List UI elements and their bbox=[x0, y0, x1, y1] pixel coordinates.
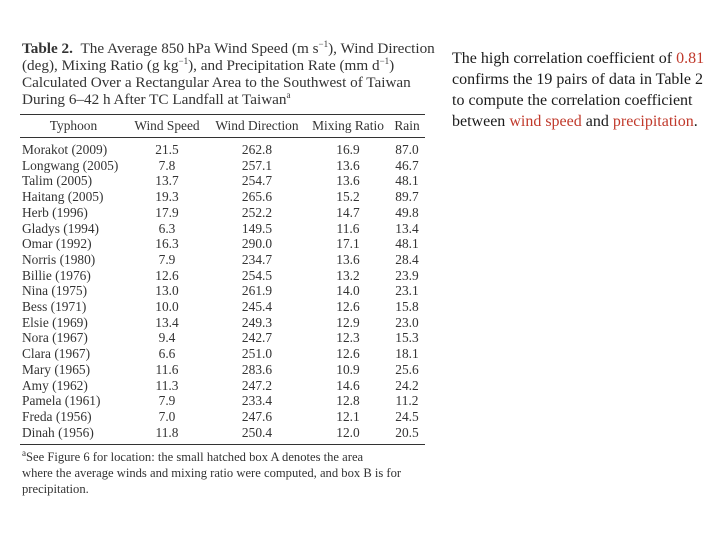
table-row bbox=[20, 236, 425, 252]
typhoon-name-cell: Longwang (2005) bbox=[22, 157, 119, 173]
value-cell: 46.7 bbox=[395, 157, 419, 173]
value-cell: 49.8 bbox=[395, 204, 419, 220]
value-cell: 13.0 bbox=[155, 283, 179, 299]
caption-line-3: Calculated Over a Rectangular Area to the Southwest of Taiwan bbox=[22, 74, 411, 91]
typhoon-name-cell: Billie (1976) bbox=[22, 267, 91, 283]
value-cell: 18.1 bbox=[395, 346, 419, 362]
value-cell: 249.3 bbox=[241, 314, 273, 330]
value-cell: 262.8 bbox=[241, 142, 273, 157]
value-cell: 10.9 bbox=[336, 361, 360, 377]
value-cell: 9.4 bbox=[158, 330, 176, 346]
value-cell: 233.4 bbox=[241, 393, 273, 409]
value-cell: 14.0 bbox=[336, 283, 360, 299]
typhoon-table bbox=[20, 114, 425, 445]
table-row bbox=[20, 221, 425, 237]
table-row bbox=[20, 362, 425, 378]
column-header: Wind Speed bbox=[127, 115, 207, 138]
table-row bbox=[20, 425, 425, 445]
table-row bbox=[20, 158, 425, 174]
value-cell: 20.5 bbox=[389, 425, 425, 445]
value-cell: 23.9 bbox=[395, 267, 419, 283]
data-table-block bbox=[20, 38, 435, 497]
value-cell: 234.7 bbox=[241, 251, 273, 267]
typhoon-name-cell: Nina (1975) bbox=[22, 283, 88, 299]
value-cell: 24.2 bbox=[395, 377, 419, 393]
column-header: Wind Direction bbox=[207, 115, 307, 138]
table-row bbox=[20, 330, 425, 346]
value-cell: 13.7 bbox=[155, 173, 179, 189]
value-cell: 254.7 bbox=[241, 173, 273, 189]
value-cell: 13.2 bbox=[336, 267, 360, 283]
value-cell: 19.3 bbox=[155, 189, 179, 205]
value-cell: 242.7 bbox=[241, 330, 273, 346]
typhoon-name-cell: Morakot (2009) bbox=[22, 142, 108, 157]
value-cell: 11.8 bbox=[127, 425, 207, 445]
value-cell: 21.5 bbox=[155, 142, 179, 157]
table-row bbox=[20, 346, 425, 362]
value-cell: 12.6 bbox=[155, 267, 179, 283]
caption-label: Table 2. bbox=[22, 40, 73, 57]
value-cell: 257.1 bbox=[241, 157, 273, 173]
typhoon-name-cell: Nora (1967) bbox=[22, 330, 88, 346]
table-row bbox=[20, 252, 425, 268]
value-cell: 17.1 bbox=[336, 236, 360, 252]
footnote-mark: a bbox=[22, 448, 26, 459]
typhoon-name-cell: Freda (1956) bbox=[22, 408, 92, 424]
table-row bbox=[20, 409, 425, 425]
value-cell: 17.9 bbox=[155, 204, 179, 220]
value-cell: 7.0 bbox=[158, 408, 176, 424]
value-cell: 11.3 bbox=[155, 377, 179, 393]
table-row bbox=[20, 283, 425, 299]
table-body bbox=[20, 138, 425, 445]
value-cell: 24.5 bbox=[395, 408, 419, 424]
value-cell: 13.4 bbox=[395, 220, 419, 236]
table-row bbox=[20, 299, 425, 315]
caption-line-4: During 6–42 h After TC Landfall at Taiwan$^a$ bbox=[22, 89, 291, 108]
table-row bbox=[20, 378, 425, 394]
value-cell: 87.0 bbox=[395, 142, 419, 157]
value-cell: 247.6 bbox=[241, 408, 273, 424]
typhoon-name-cell: Omar (1992) bbox=[22, 236, 92, 252]
value-cell: 48.1 bbox=[395, 173, 419, 189]
explanation-paragraph: The high correlation coefficient of 0.81 confirms the 19 pairs of data in Table 2 to compute the correlation coefficient between wind speed and precipitation. bbox=[452, 50, 705, 130]
table-header-row bbox=[20, 115, 425, 138]
table-row bbox=[20, 138, 425, 158]
correlation-coefficient: 0.81 bbox=[676, 50, 705, 67]
typhoon-name-cell: Amy (1962) bbox=[22, 377, 88, 393]
value-cell: 250.4 bbox=[207, 425, 307, 445]
value-cell: 7.9 bbox=[158, 393, 176, 409]
table-footnote: $^a$See Figure 6 for location: the small hatched box A denotes the area where the average winds and mixing ratio were computed, and box B is for precipitation. bbox=[22, 448, 402, 497]
typhoon-name-cell: Dinah (1956) bbox=[20, 425, 127, 445]
typhoon-name-cell: Herb (1996) bbox=[22, 204, 88, 220]
value-cell: 15.8 bbox=[395, 299, 419, 315]
value-cell: 13.6 bbox=[336, 157, 360, 173]
value-cell: 290.0 bbox=[241, 236, 273, 252]
value-cell: 7.9 bbox=[158, 251, 176, 267]
value-cell: 14.6 bbox=[336, 377, 360, 393]
value-cell: 12.3 bbox=[336, 330, 360, 346]
value-cell: 12.1 bbox=[336, 408, 360, 424]
value-cell: 16.9 bbox=[336, 142, 360, 157]
column-header: Mixing Ratio bbox=[307, 115, 389, 138]
table-row bbox=[20, 268, 425, 284]
value-cell: 7.8 bbox=[158, 157, 176, 173]
value-cell: 13.6 bbox=[336, 173, 360, 189]
value-cell: 149.5 bbox=[241, 220, 273, 236]
table-caption bbox=[22, 38, 435, 108]
term-wind-speed: wind speed bbox=[509, 113, 582, 130]
value-cell: 11.6 bbox=[155, 361, 179, 377]
table-row bbox=[20, 173, 425, 189]
value-cell: 14.7 bbox=[336, 204, 360, 220]
value-cell: 89.7 bbox=[395, 189, 419, 205]
value-cell: 12.9 bbox=[336, 314, 360, 330]
value-cell: 25.6 bbox=[395, 361, 419, 377]
value-cell: 16.3 bbox=[155, 236, 179, 252]
term-precipitation: precipitation bbox=[612, 113, 694, 130]
value-cell: 15.2 bbox=[336, 189, 360, 205]
value-cell: 6.3 bbox=[158, 220, 176, 236]
column-header: Typhoon bbox=[20, 115, 127, 138]
typhoon-name-cell: Pamela (1961) bbox=[22, 393, 101, 409]
value-cell: 23.0 bbox=[395, 314, 419, 330]
typhoon-name-cell: Gladys (1994) bbox=[22, 220, 99, 236]
caption-line-2: (deg), Mixing Ratio (g $kg^{-1}$), and Precipitation Rate (mm $d^{-1}$) bbox=[22, 55, 395, 74]
value-cell: 265.6 bbox=[241, 189, 273, 205]
value-cell: 6.6 bbox=[158, 346, 176, 362]
value-cell: 15.3 bbox=[395, 330, 419, 346]
typhoon-name-cell: Norris (1980) bbox=[22, 251, 96, 267]
value-cell: 252.2 bbox=[241, 204, 273, 220]
value-cell: 13.4 bbox=[155, 314, 179, 330]
typhoon-name-cell: Bess (1971) bbox=[22, 299, 87, 315]
table-row bbox=[20, 315, 425, 331]
column-header: Rain bbox=[389, 115, 425, 138]
table-row bbox=[20, 393, 425, 409]
typhoon-name-cell: Clara (1967) bbox=[22, 346, 91, 362]
typhoon-name-cell: Talim (2005) bbox=[22, 173, 93, 189]
table-row bbox=[20, 189, 425, 205]
value-cell: 13.6 bbox=[336, 251, 360, 267]
value-cell: 12.6 bbox=[336, 299, 360, 315]
value-cell: 245.4 bbox=[241, 299, 273, 315]
value-cell: 12.6 bbox=[336, 346, 360, 362]
value-cell: 11.2 bbox=[395, 393, 419, 409]
value-cell: 12.8 bbox=[336, 393, 360, 409]
value-cell: 12.0 bbox=[307, 425, 389, 445]
value-cell: 247.2 bbox=[241, 377, 273, 393]
caption-line-1: Table 2. The Average 850 hPa Wind Speed (m $s^{-1}$), Wind Direction bbox=[22, 38, 435, 57]
value-cell: 48.1 bbox=[395, 236, 419, 252]
value-cell: 254.5 bbox=[241, 267, 273, 283]
value-cell: 23.1 bbox=[395, 283, 419, 299]
value-cell: 11.6 bbox=[336, 220, 360, 236]
typhoon-name-cell: Haitang (2005) bbox=[22, 189, 104, 205]
typhoon-name-cell: Mary (1965) bbox=[22, 361, 91, 377]
value-cell: 261.9 bbox=[241, 283, 273, 299]
table-row bbox=[20, 205, 425, 221]
value-cell: 10.0 bbox=[155, 299, 179, 315]
value-cell: 28.4 bbox=[395, 251, 419, 267]
value-cell: 251.0 bbox=[241, 346, 273, 362]
value-cell: 283.6 bbox=[241, 361, 273, 377]
typhoon-name-cell: Elsie (1969) bbox=[22, 314, 88, 330]
